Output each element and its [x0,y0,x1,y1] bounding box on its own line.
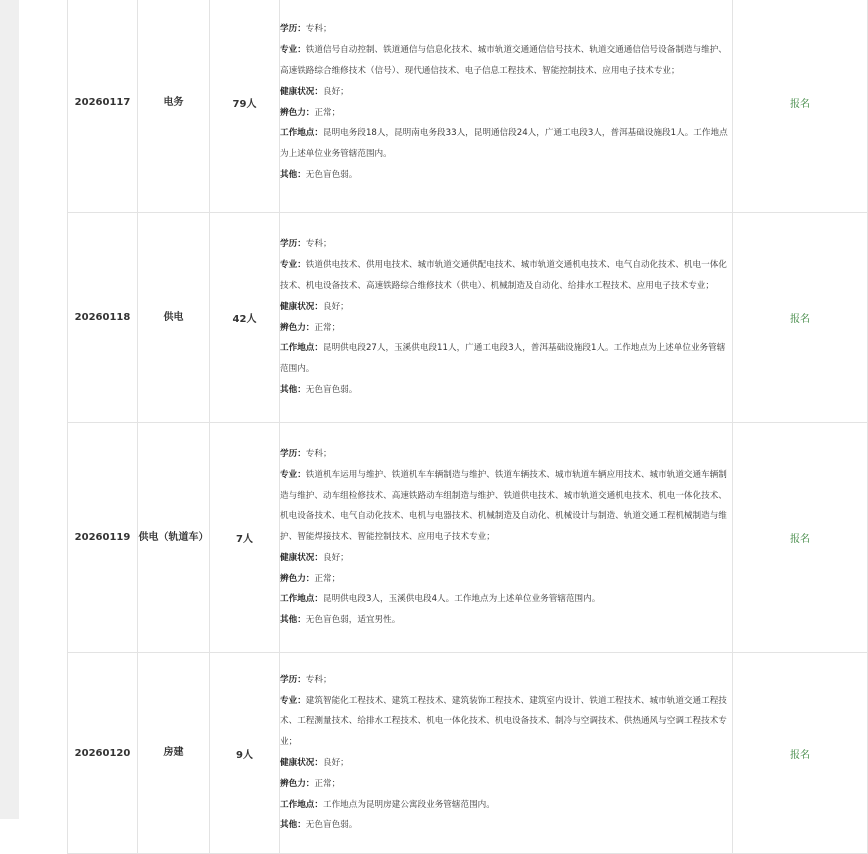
table-row [68,423,868,653]
other-label: 其他： [280,384,306,395]
color-vision-label: 辨色力： [280,573,315,584]
apply-link[interactable]: 报名 [790,534,810,545]
color-vision-label: 辨色力： [280,322,315,333]
education-value: 专科； [305,674,332,685]
color-vision-label: 辨色力： [280,778,315,789]
table-row [68,653,868,854]
health-value: 良好； [322,552,349,563]
other-value: 无色盲色弱，适宜男性。 [305,615,401,626]
apply-link[interactable]: 报名 [790,99,810,110]
health-value: 良好； [322,758,349,768]
major-value: 铁道信号自动控制、铁道通信与信息化技术、城市轨道交通通信信号技术、轨道交通通信信号设备制造与维护、高速铁路综合维修技术（信号）、现代通信技术、电子信息工程技术、智能控制技术、应用电子技术专业； [280,45,727,76]
table-row [68,0,868,213]
recruit-count: 7人 [210,423,280,653]
health-label: 健康状况： [280,552,323,563]
requirements-cell [280,423,733,653]
location-value: 昆明供电段3人，玉溪供电段4人。工作地点为上述单位业务管辖范围内。 [322,594,601,605]
location-label: 工作地点： [280,128,323,139]
apply-cell [733,423,868,653]
health-label: 健康状况： [280,301,323,312]
education-label: 学历： [280,448,306,459]
recruitment-table [67,0,868,854]
apply-link[interactable]: 报名 [790,749,810,761]
position-name: 电务 [138,0,210,213]
other-label: 其他： [280,615,306,626]
location-label: 工作地点： [280,799,323,810]
education-label: 学历： [280,24,306,35]
health-label: 健康状况： [280,86,323,97]
requirements-cell [280,653,733,854]
position-code: 20260118 [68,213,138,423]
health-label: 健康状况： [280,758,323,768]
education-label: 学历： [280,674,306,685]
other-value: 无色盲色弱。 [305,169,358,180]
education-value: 专科； [305,448,332,459]
education-value: 专科； [305,24,332,35]
other-label: 其他： [280,169,306,180]
recruit-count: 42人 [210,213,280,423]
position-name: 供电（轨道车） [138,423,210,653]
recruit-count: 79人 [210,0,280,213]
table-row [68,213,868,423]
apply-cell [733,213,868,423]
apply-link[interactable]: 报名 [790,314,810,325]
apply-cell [733,0,868,213]
requirements-cell [280,213,733,423]
health-value: 良好； [322,301,349,312]
position-name: 供电 [138,213,210,423]
location-value: 工作地点为昆明房建公寓段业务管辖范围内。 [322,799,495,810]
education-label: 学历： [280,239,306,250]
requirements-cell [280,0,733,213]
color-vision-value: 正常； [314,778,341,789]
location-value: 昆明电务段18人，昆明南电务段33人，昆明通信段24人，广通工电段3人，普洱基础设施段1人。工作地点为上述单位业务管辖范围内。 [280,128,728,160]
major-label: 专业： [280,45,306,56]
location-label: 工作地点： [280,343,323,354]
apply-cell [733,653,868,854]
health-value: 良好； [322,86,349,97]
major-label: 专业： [280,260,306,271]
location-value: 昆明供电段27人，玉溪供电段11人，广通工电段3人，普洱基础设施段1人。工作地点为上述单位业务管辖范围内。 [280,343,726,375]
position-code: 20260119 [68,423,138,653]
location-label: 工作地点： [280,594,323,605]
education-value: 专科； [305,239,332,250]
major-value: 铁道供电技术、供用电技术、城市轨道交通供配电技术、城市轨道交通机电技术、电气自动化技术、机电一体化技术、机电设备技术、高速铁路综合维修技术（供电）、机械制造及自动化、给排水工程技术、应用电子技术专业； [280,260,727,291]
color-vision-value: 正常； [314,573,341,584]
major-value: 铁道机车运用与维护、铁道机车车辆制造与维护、铁道车辆技术、城市轨道车辆应用技术、城市轨道交通车辆制造与维护、动车组检修技术、高速铁路动车组制造与维护、铁道供电技术、城市轨道交通机电技术、机电一体化技术、机电设备技术、电气自动化技术、电机与电器技术、机械制造及自动化、机械设计与制造、轨道交通工程机械制造与维护、智能焊接技术、智能控制技术、应用电子技术专业； [280,469,727,543]
major-value: 建筑智能化工程技术、建筑工程技术、建筑装饰工程技术、建筑室内设计、铁道工程技术、城市轨道交通工程技术、工程测量技术、给排水工程技术、机电一体化技术、机电设备技术、制冷与空调技术、供热通风与空调工程技术专业； [280,695,727,748]
color-vision-value: 正常； [314,107,341,118]
other-label: 其他： [280,820,306,831]
position-code: 20260117 [68,0,138,213]
major-label: 专业： [280,695,306,706]
recruit-count: 9人 [210,653,280,854]
major-label: 专业： [280,469,306,480]
position-name: 房建 [138,653,210,854]
other-value: 无色盲色弱。 [305,384,358,395]
position-code: 20260120 [68,653,138,854]
color-vision-label: 辨色力： [280,107,315,118]
other-value: 无色盲色弱。 [305,820,358,831]
color-vision-value: 正常； [314,322,341,333]
